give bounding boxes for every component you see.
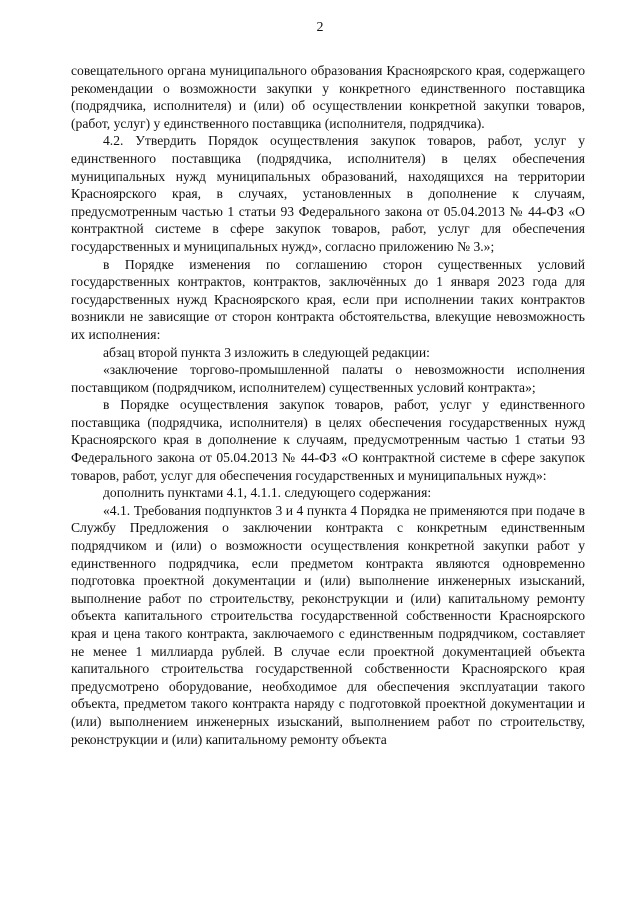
paragraph-add-items: дополнить пунктами 4.1, 4.1.1. следующего содержания: bbox=[103, 485, 432, 501]
paragraph-sole-supplier-procedure: в Порядке осуществления закупок товаров, работ, услуг у единственного поставщика (подрядчика, исполнителя) в целях обеспечения государственных нужд Красноярского края в дополнение к случаям, предусмотренным частью 1 статьи 93 Федерального закона от 05.04.2013 № 44-ФЗ «О контрактной системе в сфере закупок товаров, работ, услуг для обеспечения государственных и муниципальных нужд»: bbox=[71, 397, 585, 483]
paragraph-chamber-conclusion: «заключение торгово-промышленной палаты о невозможности исполнения поставщиком (подрядчиком, исполнителем) существенных условий контракта»; bbox=[71, 362, 585, 395]
paragraph-item-3-amendment: абзац второй пункта 3 изложить в следующей редакции: bbox=[103, 344, 430, 360]
page-number: 2 bbox=[316, 20, 324, 35]
document-body bbox=[71, 62, 585, 748]
paragraph-continuation: совещательного органа муниципального образования Красноярского края, содержащего рекомендации о возможности закупки у конкретного единственного поставщика (подрядчика, исполнителя) и (или) об осуществлении конкретной закупки товаров, (работ, услуг) у единственного поставщика (исполнителя, подрядчика). bbox=[71, 63, 585, 131]
paragraph-4-2-approve-procedure: 4.2. Утвердить Порядок осуществления закупок товаров, работ, услуг у единственного поставщика (подрядчика, исполнителя) в целях обеспечения муниципальных нужд муниципальных образований, находящихся на территории Красноярского края, в случаях, установленных в дополнение к случаям, предусмотренным частью 1 статьи 93 Федерального закона от 05.04.2013 № 44-ФЗ «О контрактной системе в сфере закупок товаров, работ, услуг для обеспечения государственных и муниципальных нужд», согласно приложению № 3.»; bbox=[71, 133, 585, 254]
paragraph-contract-amendment-procedure: в Порядке изменения по соглашению сторон существенных условий государственных контрактов, контрактов, заключённых до 1 января 2023 года для государственных нужд Красноярского края, если при исполнении таких контрактов возникли не зависящие от сторон контракта обстоятельства, влекущие невозможность их исполнения: bbox=[71, 256, 585, 342]
paragraph-4-1-requirements: «4.1. Требования подпунктов 3 и 4 пункта 4 Порядка не применяются при подаче в Службу Предложения о заключении контракта с конкретным единственным подрядчиком и (или) о возможности осуществления конкретной закупки работ у единственного подрядчика, если предметом контракта являются одновременно подготовка проектной документации и (или) выполнение инженерных изысканий, выполнение работ по строительству, реконструкции и (или) капитальному ремонту объекта капитального строительства государственной собственности Красноярского края и цена такого контракта, заключаемого с единственным подрядчиком, составляет не менее 1 миллиарда рублей. В случае если проектной документацией объекта капитального строительства государственной собственности Красноярского края предусмотрено оборудование, необходимое для обеспечения эксплуатации такого объекта, предметом такого контракта наряду с подготовкой проектной документации и (или) выполнением инженерных изысканий, выполнением работ по строительству, реконструкции и (или) капитальному ремонту объекта bbox=[71, 502, 585, 747]
